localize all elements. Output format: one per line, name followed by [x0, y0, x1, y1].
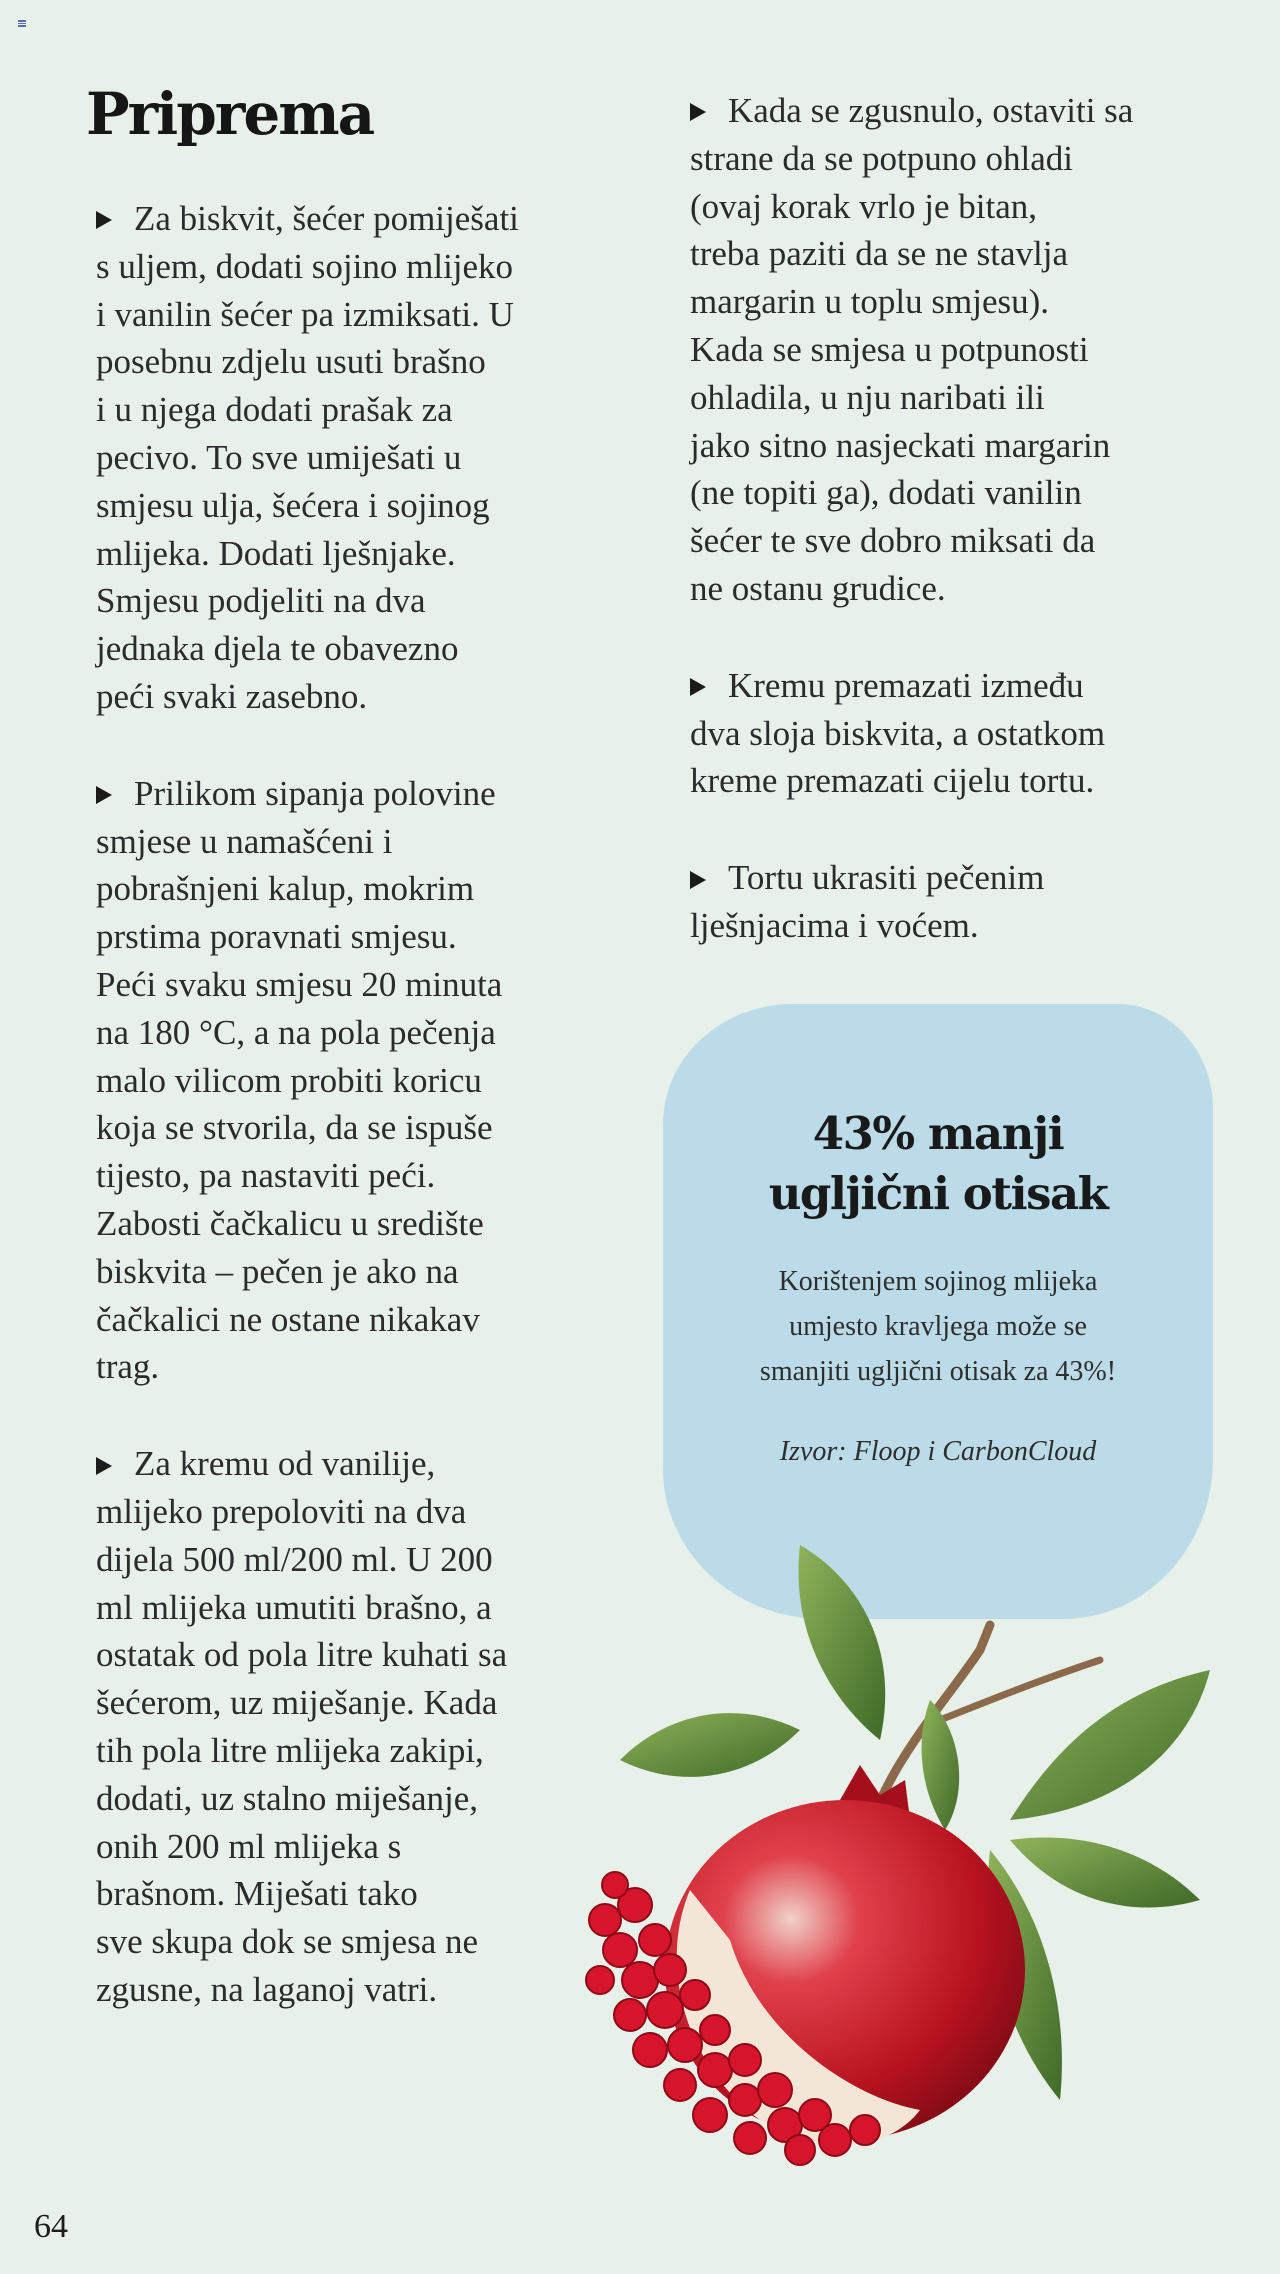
- page-title: Priprema: [86, 80, 374, 148]
- step-line: pobrašnjeni kalup, mokrim: [96, 869, 475, 909]
- step-line: tih pola litre mlijeka zakipi,: [96, 1730, 484, 1770]
- step-line: jako sitno nasjeckati margarin: [690, 425, 1111, 465]
- info-body-line: umjesto kravljega može se: [789, 1311, 1087, 1342]
- step-line: pecivo. To sve umiješati u: [96, 437, 462, 477]
- info-body-line: Korištenjem sojinog mlijeka: [778, 1266, 1098, 1297]
- step-line: ohladila, u nju naribati ili: [690, 377, 1045, 417]
- step-line: Zabosti čačkalicu u središte: [96, 1203, 484, 1243]
- step-line: dijela 500 ml/200 ml. U 200: [96, 1539, 493, 1579]
- step-line: Za biskvit, šećer pomiješati: [134, 199, 519, 238]
- info-box-body: [663, 1259, 1213, 1394]
- step-line: brašnom. Miješati tako: [96, 1874, 418, 1914]
- carbon-footprint-info-box: [663, 1004, 1213, 1619]
- step-line: dva sloja biskvita, a ostatkom: [690, 713, 1106, 753]
- step-line: i u njega dodati prašak za: [96, 390, 453, 430]
- leaf: [620, 1713, 800, 1777]
- step-line: šećer te sve dobro miksati da: [690, 521, 1096, 561]
- step-line: ne ostanu grudice.: [690, 568, 946, 608]
- step-line: Tortu ukrasiti pečenim: [728, 858, 1045, 898]
- steps-right-column: [690, 87, 1210, 999]
- fruit: [665, 1765, 1025, 2145]
- step-line: koja se stvorila, da se ispuše: [96, 1108, 493, 1148]
- step-line: lješnjacima i voćem.: [690, 905, 979, 945]
- step-line: smjesu ulja, šećera i sojinog: [96, 485, 490, 525]
- step-line: margarin u toplu smjesu).: [690, 282, 1050, 322]
- step-line: peći svaki zasebno.: [96, 676, 368, 716]
- bullet-triangle-icon: [96, 1457, 112, 1475]
- steps-left-column: [96, 195, 606, 2063]
- bullet-triangle-icon: [96, 786, 112, 804]
- leaf: [1010, 1670, 1210, 1820]
- bullet-triangle-icon: [690, 103, 706, 121]
- step-kalup: [96, 770, 606, 1391]
- info-title-line: 43% manji: [812, 1107, 1064, 1160]
- step-line: Prilikom sipanja polovine: [134, 773, 496, 813]
- leaf: [798, 1545, 885, 1740]
- step-line: šećerom, uz miješanje. Kada: [96, 1683, 498, 1723]
- step-ukrasiti: [690, 854, 1210, 950]
- step-premazati: [690, 662, 1210, 805]
- bullet-triangle-icon: [690, 678, 706, 696]
- step-line: trag.: [96, 1347, 160, 1387]
- step-line: Smjesu podjeliti na dva: [96, 581, 426, 621]
- step-line: i vanilin šećer pa izmiksati. U: [96, 294, 514, 334]
- step-krema: [96, 1440, 606, 2014]
- step-line: kreme premazati cijelu tortu.: [690, 761, 1095, 801]
- step-line: sve skupa dok se smjesa ne: [96, 1922, 479, 1962]
- leaf: [1010, 1838, 1200, 1908]
- bullet-triangle-icon: [96, 211, 112, 229]
- info-title-line: ugljični otisak: [768, 1167, 1108, 1220]
- step-line: (ovaj korak vrlo je bitan,: [690, 186, 1037, 226]
- pomegranate-illustration: [560, 1540, 1230, 2180]
- page-number: 64: [34, 2208, 68, 2245]
- leaf: [922, 1700, 960, 1830]
- step-line: smjese u namašćeni i: [96, 821, 393, 861]
- step-line: Kada se smjesa u potpunosti: [690, 329, 1089, 369]
- step-line: čačkalici ne ostane nikakav: [96, 1299, 480, 1339]
- info-box-title: [663, 1104, 1213, 1224]
- step-line: s uljem, dodati sojino mlijeko: [96, 246, 514, 286]
- step-hladenje: [690, 87, 1210, 613]
- step-line: treba paziti da se ne stavlja: [690, 234, 1069, 274]
- step-line: Za kremu od vanilije,: [134, 1444, 436, 1484]
- step-line: (ne topiti ga), dodati vanilin: [690, 473, 1082, 513]
- step-line: mlijeko prepoloviti na dva: [96, 1491, 467, 1531]
- step-line: ostatak od pola litre kuhati sa: [96, 1635, 508, 1675]
- menu-icon[interactable]: [18, 20, 26, 27]
- step-line: jednaka djela te obavezno: [96, 629, 459, 669]
- step-line: dodati, uz stalno miješanje,: [96, 1778, 478, 1818]
- step-line: na 180 °C, a na pola pečenja: [96, 1012, 496, 1052]
- step-line: posebnu zdjelu usuti brašno: [96, 342, 486, 382]
- info-box-source: Izvor: Floop i CarbonCloud: [779, 1436, 1097, 1467]
- step-line: mlijeka. Dodati lješnjake.: [96, 533, 456, 573]
- bullet-triangle-icon: [690, 871, 706, 889]
- step-line: zgusne, na laganoj vatri.: [96, 1969, 438, 2009]
- step-line: biskvita – pečen je ako na: [96, 1251, 459, 1291]
- step-line: tijesto, pa nastaviti peći.: [96, 1156, 436, 1196]
- step-line: malo vilicom probiti koricu: [96, 1060, 482, 1100]
- step-biskvit: [96, 195, 606, 721]
- step-line: Kada se zgusnulo, ostaviti sa: [728, 91, 1134, 130]
- step-line: prstima poravnati smjesu.: [96, 917, 457, 957]
- step-line: Kremu premazati između: [728, 665, 1084, 705]
- step-line: strane da se potpuno ohladi: [690, 138, 1073, 178]
- info-body-line: smanjiti ugljični otisak za 43%!: [759, 1356, 1117, 1387]
- step-line: ml mlijeka umutiti brašno, a: [96, 1587, 492, 1627]
- step-line: onih 200 ml mlijeka s: [96, 1826, 402, 1866]
- step-line: Peći svaku smjesu 20 minuta: [96, 964, 503, 1004]
